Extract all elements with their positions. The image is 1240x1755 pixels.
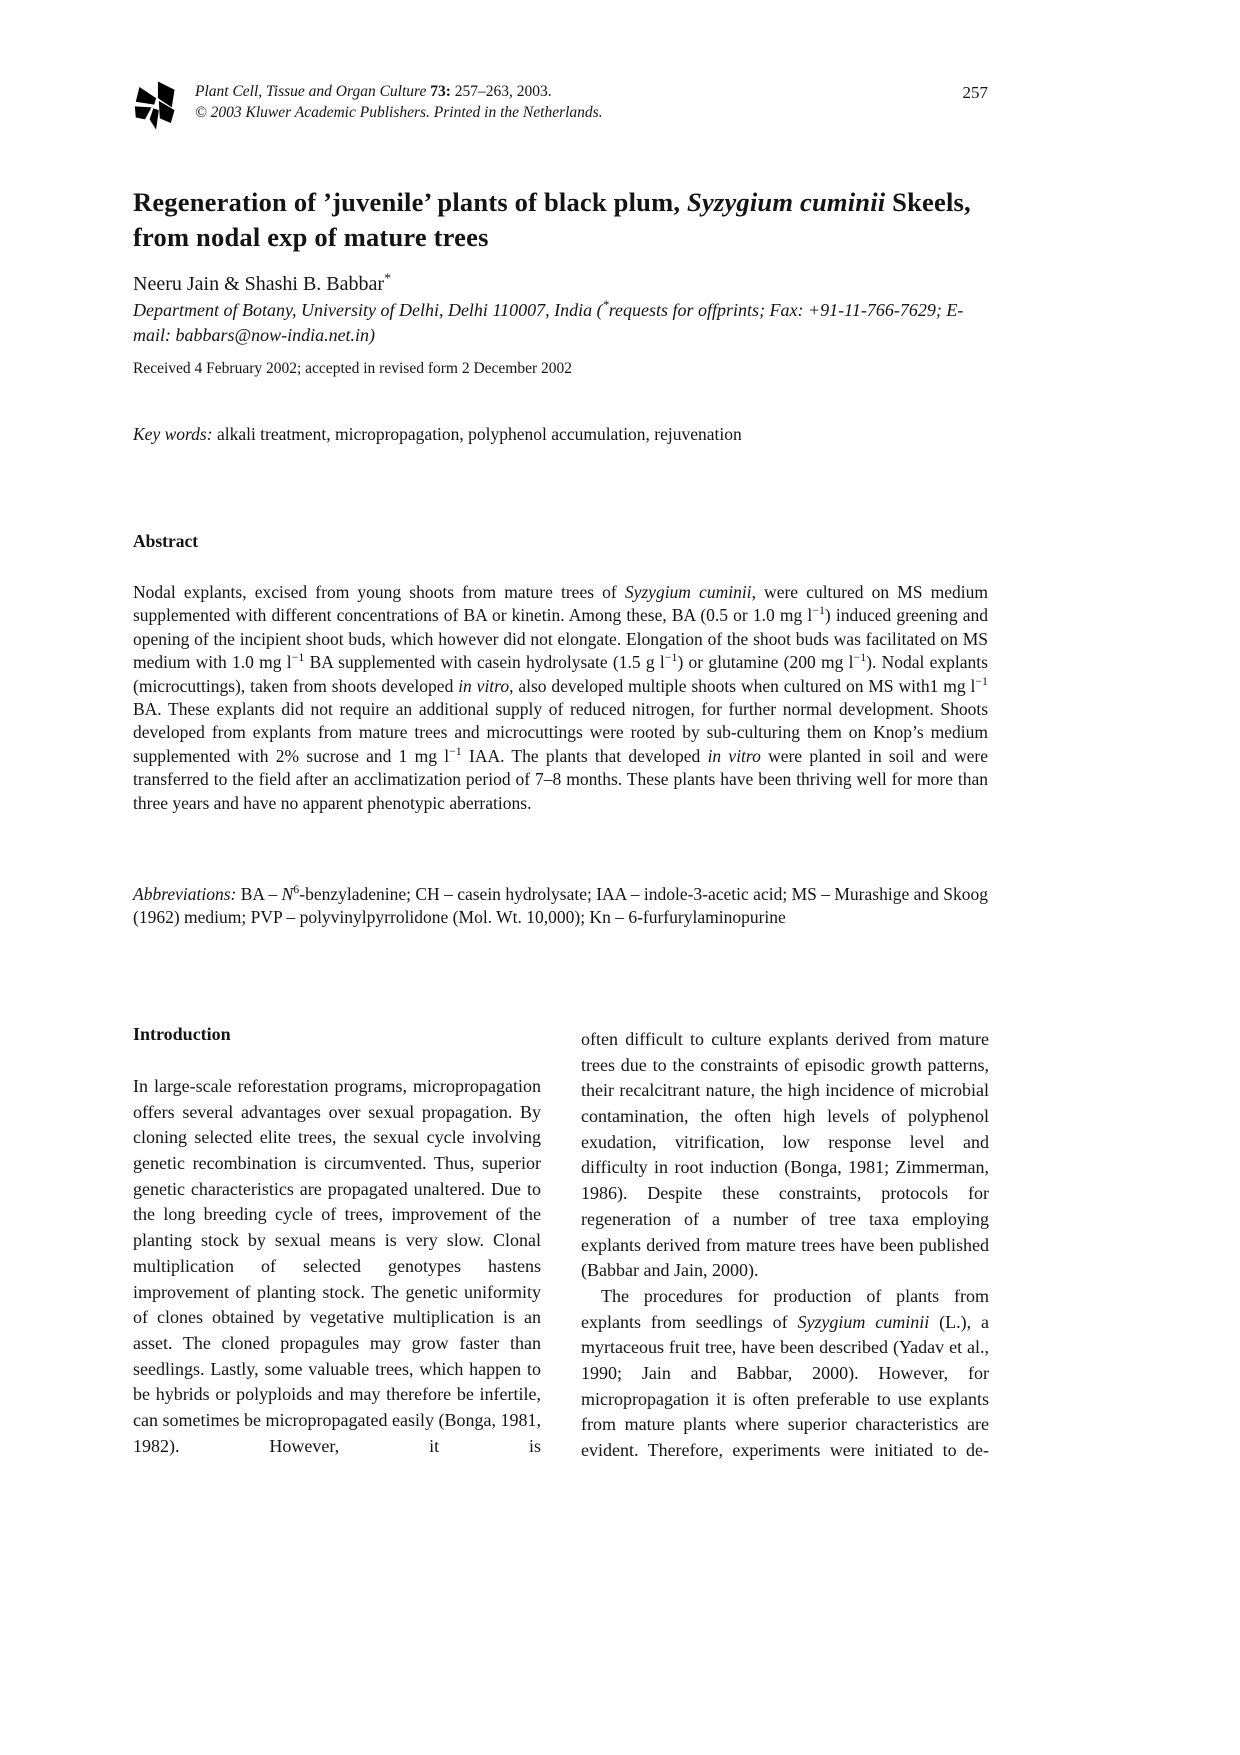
introduction-heading: Introduction [133, 1023, 231, 1044]
copyright-line: © 2003 Kluwer Academic Publishers. Printed in the Netherlands. [195, 104, 603, 121]
journal-header [133, 78, 988, 133]
article-affiliation: Department of Botany, University of Delhi, Delhi 110007, India (*requests for offprints; Fax: +91-11-766-7629; E-mail: babbars@now-india.net.in) [133, 298, 964, 345]
introduction-paragraph-2: The procedures for production of plants from explants from seedlings of Syzygium cuminii (L.), a myrtaceous fruit tree, have been described (Yadav et al., 1990; Jain and Babbar, 2000). However, for micropropagation it is often preferable to use explants from mature plants where superior characteristics are evident. Therefore, experiments were initiated to de- [581, 1285, 989, 1461]
journal-citation: Plant Cell, Tissue and Organ Culture 73: 257–263, 2003. [195, 83, 552, 100]
column-right [581, 1022, 989, 1464]
keywords-line: Key words: alkali treatment, micropropagation, polyphenol accumulation, rejuvenation [133, 424, 742, 444]
abbreviations-line: Abbreviations: BA – $N^6$-benzyladenine; CH – casein hydrolysate; IAA – indole-3-acetic acid; MS – Murashige and Skoog (1962) medium; PVP – polyvinylpyrrolidone (Mol. Wt. 10,000); Kn – 6-furfurylaminopurine [133, 882, 988, 928]
publisher-logo-icon [133, 78, 181, 133]
introduction-paragraph-1-continued: often difficult to culture explants derived from mature trees due to the constraints of episodic growth patterns, their recalcitrant nature, the high incidence of microbial contamination, the often high levels of polyphenol exudation, vitrification, low response level and difficulty in root induction (Bonga, 1981; Zimmerman, 1986). Despite these constraints, protocols for regeneration of a number of tree taxa employing explants derived from mature trees have been published (Babbar and Jain, 2000). [581, 1028, 989, 1281]
abstract-heading: Abstract [133, 531, 199, 551]
abstract-body: Nodal explants, excised from young shoots from mature trees of Syzygium cuminii, were cultured on MS medium supplemented with different concentrations of BA or kinetin. Among these, BA (0.5 or 1.0 mg $l^{-1}$) induced greening and opening of the incipient shoot buds, which however did not elongate. Elongation of the shoot buds was facilitated on MS medium with 1.0 mg $l^{-1}$ BA supplemented with casein hydrolysate (1.5 g $l^{-1}$) or glutamine (200 mg $l^{-1}$). Nodal explants (microcuttings), taken from shoots developed in vitro, also developed multiple shoots when cultured on MS with1 mg $l^{-1}$ BA. These explants did not require an additional supply of reduced nitrogen, for further normal development. Shoots developed from explants from mature trees and microcuttings were rooted by sub-culturing them on Knop’s medium supplemented with 2% sucrose and 1 mg $l^{-1}$ IAA. The plants that developed in vitro were planted in soil and were transferred to the field after an acclimatization period of 7–8 months. These plants have been thriving well for more than three years and have no apparent phenotypic aberrations. [133, 582, 989, 813]
page-number: 257 [962, 83, 988, 102]
two-column-section [133, 1022, 988, 1464]
journal-header-lines [195, 78, 603, 123]
received-dates: Received 4 February 2002; accepted in revised form 2 December 2002 [133, 360, 573, 377]
journal-header-left [133, 78, 603, 133]
introduction-paragraph-1: In large-scale reforestation programs, micropropagation offers several advantages over sexual propagation. By cloning selected elite trees, the sexual cycle involving genetic recombination is circumvented. Thus, superior genetic characteristics are propagated unaltered. Due to the long breeding cycle of trees, improvement of the planting stock by sexual means is very slow. Clonal multiplication of selected genotypes hastens improvement of planting stock. The genetic uniformity of clones obtained by vegetative multiplication is an asset. The cloned propagules may grow faster than seedlings. Lastly, some valuable trees, which happen to be hybrids or polyploids and may therefore be infertile, can sometimes be micropropagated easily (Bonga, 1981, 1982). However, it is [133, 1075, 541, 1456]
article-authors: Neeru Jain & Shashi B. Babbar* [133, 271, 392, 295]
column-left [133, 1022, 541, 1464]
article-title: Regeneration of ’juvenile’ plants of black plum, Syzygium cuminii Skeels, from nodal exp of mature trees [133, 187, 971, 252]
